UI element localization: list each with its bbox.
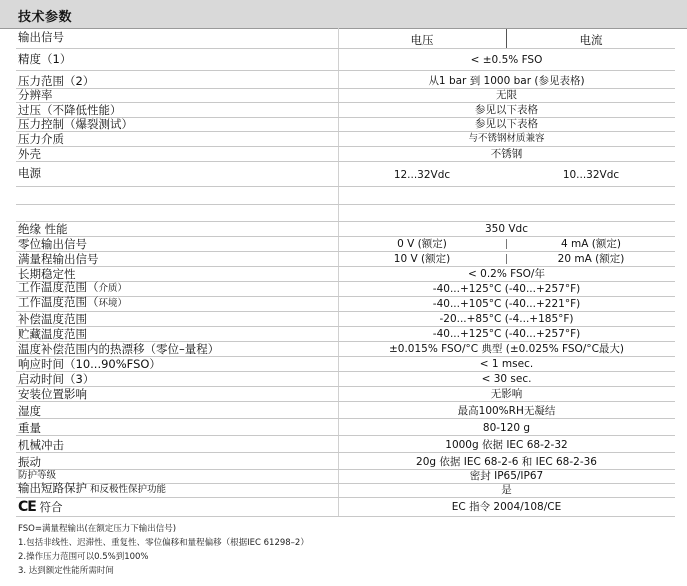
row-label: 零位输出信号 — [18, 237, 87, 251]
row-value: < 0.2% FSO/年 — [468, 268, 545, 280]
row-label: 压力控制（爆裂测试） — [18, 117, 133, 131]
table-row-storage-temp — [16, 327, 675, 342]
row-value: 从1 bar 到 1000 bar (参见表格) — [428, 75, 585, 87]
row-label: 温度补偿范围内的热漂移（零位–量程） — [18, 342, 220, 356]
table-row-burst-test — [16, 118, 675, 132]
row-value: < 1 msec. — [479, 358, 534, 370]
row-label: 长期稳定性 — [18, 267, 76, 281]
row-value: 1000g 依据 IEC 68-2-32 — [445, 439, 568, 451]
table-row-compensated-temp — [16, 312, 675, 327]
table-row-housing — [16, 147, 675, 162]
table-row-mounting-position — [16, 387, 675, 402]
table-row-pressure-media — [16, 132, 675, 147]
row-value: EC 指令 2004/108/CE — [451, 501, 562, 513]
table-row-thermal-drift — [16, 342, 675, 357]
row-value: 密封 IP65/IP67 — [469, 470, 544, 482]
table-row-response-time — [16, 357, 675, 372]
row-value-current: 电流 — [579, 33, 603, 47]
table-row-resolution — [16, 89, 675, 103]
row-value-voltage: 12...32Vdc — [393, 169, 451, 181]
row-label: 压力介质 — [18, 132, 64, 146]
row-label: 贮藏温度范围 — [18, 327, 87, 341]
row-value-current: 4 mA (额定) — [561, 238, 621, 250]
row-label: 满量程输出信号 — [18, 252, 99, 266]
row-value: < ±0.5% FSO — [470, 54, 543, 66]
row-value: 参见以下表格 — [475, 118, 538, 130]
row-value: ±0.015% FSO/°C 典型 (±0.025% FSO/°C最大) — [388, 343, 625, 355]
row-value: 无限 — [496, 89, 517, 101]
row-value: 参见以下表格 — [475, 104, 538, 116]
row-label: 启动时间（3） — [18, 372, 95, 386]
table-row-output-signal — [16, 29, 675, 49]
table-row-startup-time — [16, 372, 675, 387]
row-label: 分辨率 — [18, 88, 53, 102]
row-value: 80-120 g — [482, 422, 531, 434]
footnote-1: 1.包括非线性、迟滞性、重复性、零位偏移和量程偏移（根据IEC 61298–2） — [18, 538, 309, 548]
row-label: 湿度 — [18, 404, 41, 418]
row-label: 工作温度范围（环境） — [18, 295, 128, 309]
row-value: 不锈钢 — [490, 148, 523, 160]
row-label: 输出短路保护 和反极性保护功能 — [18, 481, 167, 495]
row-value: 最高100%RH无凝结 — [457, 405, 556, 417]
row-label: 压力范围（2） — [18, 74, 95, 88]
table-row-ce-compliance — [16, 498, 675, 517]
row-label: 补偿温度范围 — [18, 312, 87, 326]
table-row-accuracy — [16, 49, 675, 71]
footnotes — [18, 522, 309, 578]
row-label: 过压（不降低性能） — [18, 103, 122, 117]
row-value: -20...+85°C (-4...+185°F) — [439, 313, 574, 325]
table-row-weight — [16, 419, 675, 436]
table-row-blank — [16, 187, 675, 205]
table-row-operating-temp-ambient — [16, 297, 675, 312]
section-header — [0, 0, 687, 29]
row-value-voltage: 0 V (额定) — [397, 238, 447, 250]
row-value: -40...+125°C (-40...+257°F) — [432, 283, 581, 295]
row-label: 防护等级 — [18, 470, 57, 481]
row-label: 响应时间（10...90%FSO） — [18, 357, 161, 371]
table-row-mechanical-shock — [16, 436, 675, 453]
row-value: 无影响 — [490, 388, 523, 400]
table-row-short-circuit — [16, 481, 675, 498]
footnote-3: 3. 达到额定性能所需时间 — [18, 566, 114, 576]
row-value: 是 — [501, 484, 512, 496]
ce-mark-icon: CE — [18, 499, 36, 515]
row-value-voltage: 电压 — [410, 33, 434, 47]
table-row-zero-output — [16, 237, 675, 252]
row-value-current: 20 mA (额定) — [557, 253, 625, 265]
row-label: 绝缘 性能 — [18, 222, 68, 236]
table-row-fullscale-output — [16, 252, 675, 267]
row-label: 输出信号 — [18, 30, 64, 44]
row-value-voltage: 10 V (额定) — [393, 253, 451, 265]
row-label: 工作温度范围（介质） — [18, 280, 128, 294]
row-label: 精度（1） — [18, 52, 72, 66]
row-value: < 30 sec. — [481, 373, 532, 385]
row-value: -40...+105°C (-40...+221°F) — [432, 298, 581, 310]
table-row-blank — [16, 205, 675, 222]
table-row-overpressure — [16, 103, 675, 118]
row-label: 电源 — [18, 166, 41, 180]
footnote-fso: FSO=满量程输出(在额定压力下输出信号) — [18, 524, 177, 534]
row-label: 重量 — [18, 421, 41, 435]
section-title: 技术参数 — [18, 10, 73, 25]
footnote-2: 2.操作压力范围可以0.5%到100% — [18, 552, 149, 562]
row-label: 机械冲击 — [18, 438, 64, 452]
row-value: 20g 依据 IEC 68-2-6 和 IEC 68-2-36 — [416, 456, 597, 468]
row-value-current: 10...32Vdc — [562, 169, 620, 181]
row-value: -40...+125°C (-40...+257°F) — [432, 328, 581, 340]
table-row-insulation — [16, 222, 675, 237]
table-row-pressure-range — [16, 71, 675, 89]
row-label: CE 符合 — [18, 499, 63, 515]
row-label: 外壳 — [18, 147, 41, 161]
row-value: 350 Vdc — [485, 223, 528, 235]
table-row-power-supply — [16, 162, 675, 187]
table-row-vibration — [16, 453, 675, 470]
row-label: 振动 — [18, 455, 41, 469]
table-row-humidity — [16, 402, 675, 419]
row-label: 安装位置影响 — [18, 387, 87, 401]
row-value: 与不锈钢材质兼容 — [468, 133, 545, 144]
